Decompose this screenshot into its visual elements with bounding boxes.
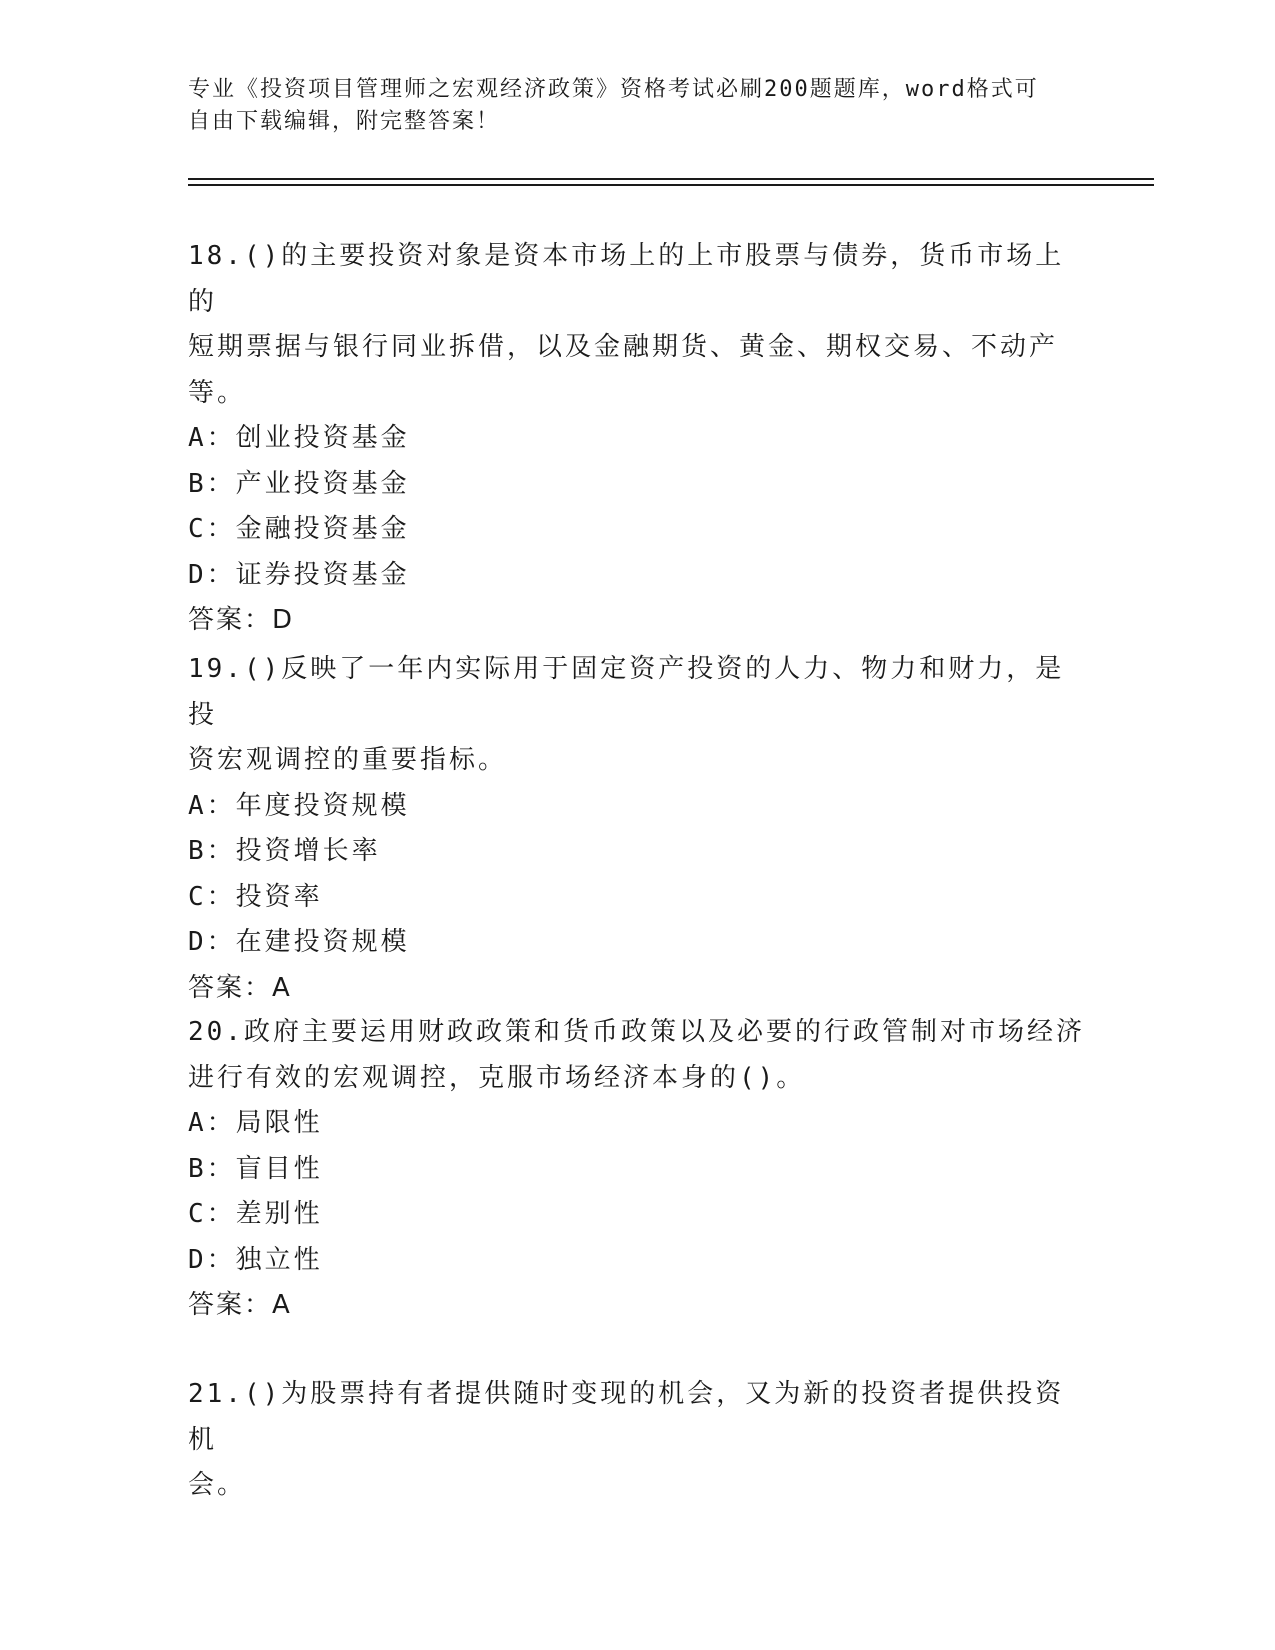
question-stem-line: 20.政府主要运用财政政策和货币政策以及必要的行政管制对市场经济 (188, 1017, 1085, 1047)
option-d: D：独立性 (188, 1244, 323, 1275)
question-stem-line: 短期票据与银行同业拆借，以及金融期货、黄金、期权交易、不动产 (188, 332, 1059, 362)
answer-line: 答案：D (188, 605, 295, 635)
question-stem-line: 21.()为股票持有者提供随时变现的机会，又为新的投资者提供投资机 (188, 1379, 1065, 1455)
option-b: B：盲目性 (188, 1153, 323, 1184)
option-c: C：投资率 (188, 881, 323, 912)
option-c: C：差别性 (188, 1199, 323, 1229)
question-stem-line: 18.()的主要投资对象是资本市场上的上市股票与债券，货币市场上的 (188, 241, 1065, 317)
option-a: A：局限性 (188, 1108, 323, 1138)
question-stem-line: 19.()反映了一年内实际用于固定资产投资的人力、物力和财力，是投 (188, 654, 1065, 730)
option-a: A：创业投资基金 (188, 423, 410, 453)
question-stem-line: 等。 (188, 377, 247, 408)
option-d: D：在建投资规模 (188, 927, 410, 957)
question-stem-line: 进行有效的宏观调控，克服市场经济本身的()。 (188, 1062, 806, 1093)
option-b: B：投资增长率 (188, 836, 381, 866)
question-stem-line: 会。 (188, 1470, 247, 1500)
question-20 (188, 1010, 1088, 1329)
question-19 (188, 647, 1088, 1011)
option-a: A：年度投资规模 (188, 790, 410, 821)
option-b: B：产业投资基金 (188, 468, 410, 499)
header-divider-top (188, 178, 1154, 180)
question-18 (188, 234, 1088, 644)
option-d: D：证券投资基金 (188, 559, 410, 590)
answer-line: 答案：A (188, 1290, 292, 1320)
header-divider-bottom (188, 184, 1154, 186)
question-stem-line: 资宏观调控的重要指标。 (188, 745, 508, 775)
option-c: C：金融投资基金 (188, 514, 410, 544)
question-21 (188, 1372, 1088, 1509)
header-line-1: 专业《投资项目管理师之宏观经济政策》资格考试必刷200题题库，word格式可 (188, 77, 1039, 102)
answer-line: 答案：A (188, 972, 292, 1003)
header-line-2: 自由下载编辑，附完整答案！ (188, 109, 501, 134)
document-header (188, 74, 1068, 138)
